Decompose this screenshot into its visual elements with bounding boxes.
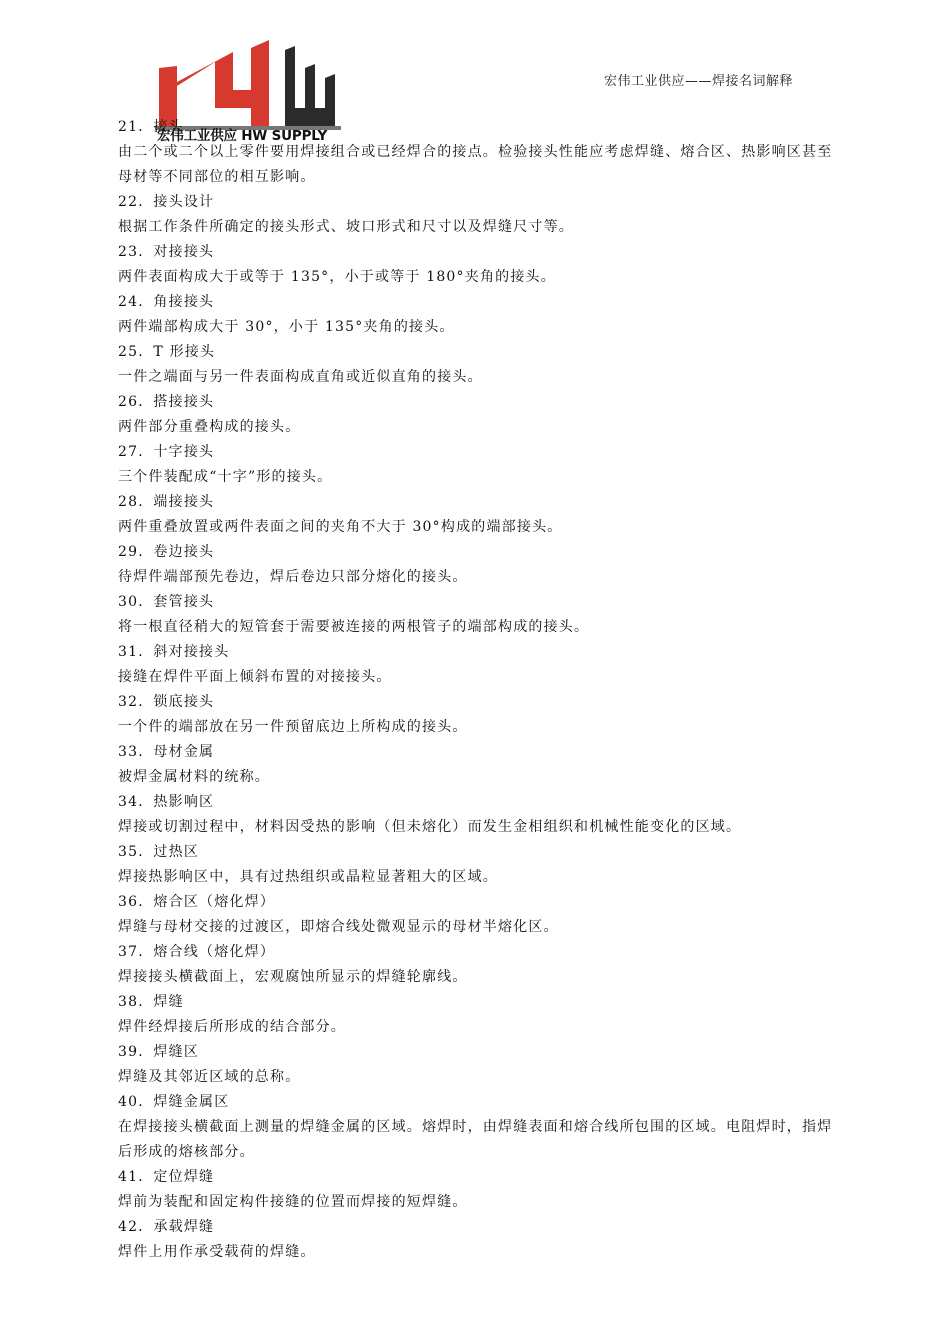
entry-definition: 焊缝与母材交接的过渡区，即熔合线处微观显示的母材半熔化区。 [118, 919, 559, 935]
glossary-body [118, 115, 838, 1265]
glossary-entry [118, 940, 838, 990]
entry-title: 34．热影响区 [118, 794, 215, 810]
entry-title: 24．角接接头 [118, 294, 215, 310]
entry-title: 22．接头设计 [118, 194, 215, 210]
entry-title: 37．熔合线（熔化焊） [118, 944, 276, 960]
entry-definition: 焊件上用作承受载荷的焊缝。 [118, 1244, 316, 1260]
entry-definition: 将一根直径稍大的短管套于需要被连接的两根管子的端部构成的接头。 [118, 619, 590, 635]
glossary-entry [118, 1215, 838, 1265]
glossary-entry [118, 190, 838, 240]
glossary-entry [118, 1090, 838, 1165]
glossary-entry [118, 890, 838, 940]
entry-definition: 焊接热影响区中，具有过热组织或晶粒显著粗大的区域。 [118, 869, 498, 885]
entry-title: 35．过热区 [118, 844, 200, 860]
glossary-entry [118, 840, 838, 890]
entry-title: 23．对接接头 [118, 244, 215, 260]
entry-definition: 焊缝及其邻近区域的总称。 [118, 1069, 301, 1085]
glossary-entry [118, 390, 838, 440]
glossary-entry [118, 340, 838, 390]
page-header-title: 宏伟工业供应——焊接名词解释 [604, 74, 794, 89]
entry-title: 26．搭接接头 [118, 394, 215, 410]
entry-title: 31．斜对接接头 [118, 644, 230, 660]
entry-definition: 待焊件端部预先卷边，焊后卷边只部分熔化的接头。 [118, 569, 468, 585]
entry-definition: 被焊金属材料的统称。 [118, 769, 270, 785]
entry-title: 39．焊缝区 [118, 1044, 200, 1060]
entry-title: 40．焊缝金属区 [118, 1094, 230, 1110]
entry-definition: 焊前为装配和固定构件接缝的位置而焊接的短焊缝。 [118, 1194, 468, 1210]
entry-title: 30．套管接头 [118, 594, 215, 610]
glossary-entry [118, 440, 838, 490]
entry-title: 28．端接接头 [118, 494, 215, 510]
glossary-entry [118, 540, 838, 590]
entry-definition: 一件之端面与另一件表面构成直角或近似直角的接头。 [118, 369, 483, 385]
glossary-entry [118, 590, 838, 640]
glossary-entry [118, 740, 838, 790]
entry-definition: 两件端部构成大于 30°，小于 135°夹角的接头。 [118, 319, 455, 335]
glossary-entry [118, 490, 838, 540]
entry-definition: 焊接接头横截面上，宏观腐蚀所显示的焊缝轮廓线。 [118, 969, 468, 985]
entry-title: 41．定位焊缝 [118, 1169, 215, 1185]
glossary-entry [118, 790, 838, 840]
entry-title: 29．卷边接头 [118, 544, 215, 560]
entry-definition: 两件表面构成大于或等于 135°，小于或等于 180°夹角的接头。 [118, 269, 556, 285]
entry-definition: 焊件经焊接后所形成的结合部分。 [118, 1019, 346, 1035]
entry-definition: 接缝在焊件平面上倾斜布置的对接接头。 [118, 669, 392, 685]
entry-title: 33．母材金属 [118, 744, 215, 760]
logo-text: 宏伟工业供应 HW SUPPLY [157, 128, 328, 144]
entry-definition: 根据工作条件所确定的接头形式、坡口形式和尺寸以及焊缝尺寸等。 [118, 219, 574, 235]
glossary-entry [118, 690, 838, 740]
entry-title: 36．熔合区（熔化焊） [118, 894, 276, 910]
entry-definition: 焊接或切割过程中，材料因受热的影响（但未熔化）而发生金相组织和机械性能变化的区域。 [118, 819, 742, 835]
glossary-entry [118, 1165, 838, 1215]
entry-definition: 三个件装配成“十字”形的接头。 [118, 469, 333, 485]
entry-definition: 两件重叠放置或两件表面之间的夹角不大于 30°构成的端部接头。 [118, 519, 563, 535]
entry-title: 25．T 形接头 [118, 344, 216, 360]
entry-title: 42．承载焊缝 [118, 1219, 215, 1235]
entry-title: 27．十字接头 [118, 444, 215, 460]
glossary-entry [118, 1040, 838, 1090]
glossary-entry [118, 990, 838, 1040]
glossary-entry [118, 240, 838, 290]
entry-definition: 两件部分重叠构成的接头。 [118, 419, 301, 435]
entry-title: 21．接头 [118, 119, 184, 135]
glossary-entry [118, 115, 838, 190]
entry-definition: 在焊接接头横截面上测量的焊缝金属的区域。熔焊时，由焊缝表面和熔合线所包围的区域。电阻焊时，指焊后形成的熔核部分。 [118, 1119, 833, 1160]
entry-title: 38．焊缝 [118, 994, 184, 1010]
entry-definition: 由二个或二个以上零件要用焊接组合或已经焊合的接点。检验接头性能应考虑焊缝、熔合区、热影响区甚至母材等不同部位的相互影响。 [118, 144, 833, 185]
glossary-entry [118, 290, 838, 340]
glossary-entry [118, 640, 838, 690]
entry-definition: 一个件的端部放在另一件预留底边上所构成的接头。 [118, 719, 468, 735]
entry-title: 32．锁底接头 [118, 694, 215, 710]
